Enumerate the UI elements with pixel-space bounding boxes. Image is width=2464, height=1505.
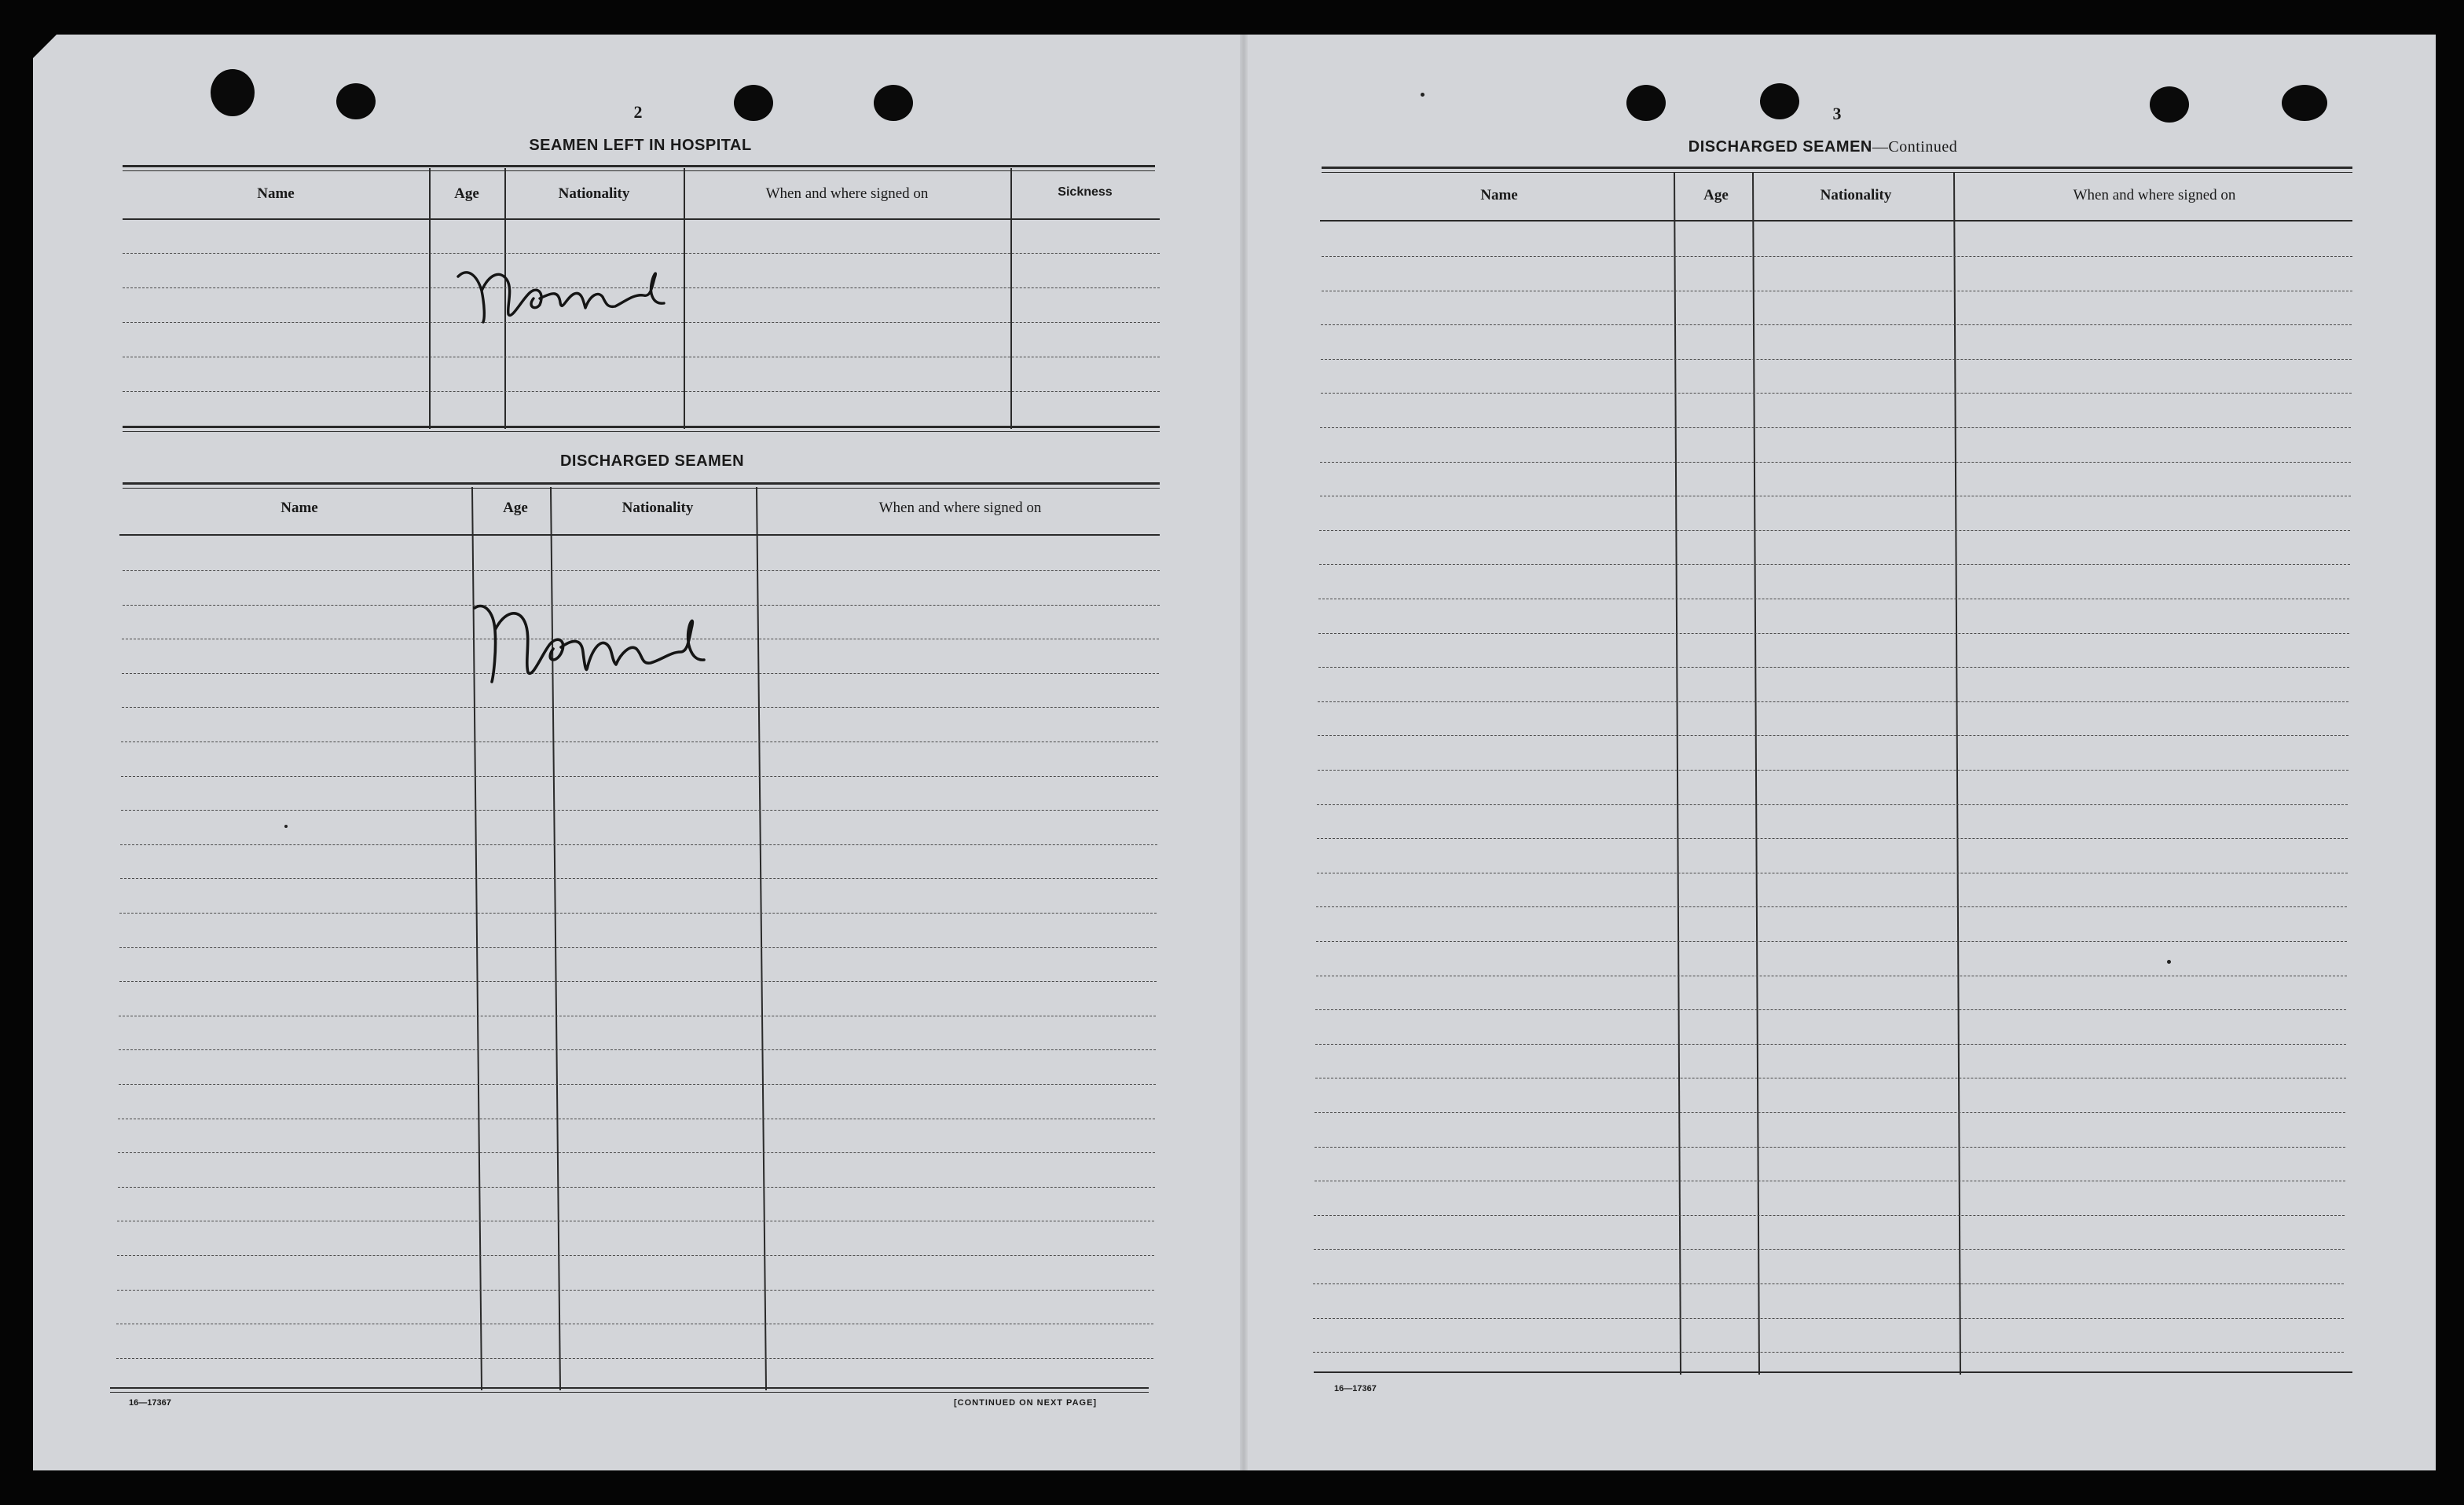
paper-speck	[2167, 960, 2171, 964]
row-line	[123, 570, 1160, 571]
row-line	[119, 913, 1157, 914]
punch-hole	[2150, 86, 2189, 123]
section-title: SEAMEN LEFT IN HOSPITAL	[529, 137, 752, 154]
column-divider	[429, 168, 431, 429]
punch-hole	[211, 69, 255, 116]
table-bottom-rule	[1314, 1371, 2352, 1373]
page-number: 3	[1832, 104, 1842, 123]
row-line	[1321, 359, 2352, 360]
handwritten-none	[452, 259, 672, 338]
form-number: 16—17367	[1334, 1384, 1377, 1393]
row-line	[116, 1358, 1153, 1359]
row-line	[1315, 1009, 2346, 1010]
punch-hole	[734, 85, 773, 121]
column-header: Age	[1703, 187, 1729, 203]
column-header: Age	[503, 500, 528, 516]
handwritten-none	[470, 597, 713, 691]
row-line	[1318, 667, 2349, 668]
table-bottom-rule	[110, 1392, 1149, 1393]
table-bottom-rule	[123, 426, 1160, 428]
column-divider	[1010, 168, 1012, 429]
row-line	[1317, 838, 2348, 839]
row-line	[1318, 770, 2348, 771]
row-line	[1317, 804, 2348, 805]
column-header: Name	[280, 500, 318, 516]
paper-speck	[1421, 93, 1424, 97]
header-underline	[1320, 220, 2352, 222]
row-line	[1313, 1352, 2344, 1353]
row-line	[119, 947, 1157, 948]
punch-hole	[874, 85, 913, 121]
row-line	[119, 981, 1157, 982]
column-header: When and where signed on	[878, 500, 1042, 516]
row-line	[1319, 564, 2350, 565]
row-line	[1321, 393, 2352, 394]
row-line	[120, 844, 1157, 845]
continued-note: [CONTINUED ON NEXT PAGE]	[954, 1398, 1098, 1408]
row-line	[1318, 701, 2348, 702]
section-title-main: DISCHARGED SEAMEN	[1688, 138, 1872, 156]
page-number: 2	[633, 102, 643, 122]
row-line	[117, 1255, 1154, 1256]
table-bottom-rule	[110, 1387, 1149, 1389]
section-title-continued: —Continued	[1872, 138, 1958, 156]
row-line	[118, 1187, 1155, 1188]
row-line	[1314, 1112, 2345, 1113]
row-line	[1322, 256, 2352, 257]
section-title	[1587, 138, 2059, 156]
paper-speck	[284, 825, 288, 828]
column-header: When and where signed on	[2073, 187, 2236, 203]
row-line	[122, 707, 1159, 708]
column-header: When and where signed on	[765, 185, 929, 202]
row-line	[120, 878, 1157, 879]
header-underline	[119, 534, 1160, 536]
row-line	[123, 391, 1160, 392]
column-header: Name	[1480, 187, 1518, 203]
punch-hole	[2282, 85, 2327, 121]
row-line	[1314, 1249, 2345, 1250]
table-top-rule	[123, 165, 1155, 167]
row-line	[1320, 462, 2351, 463]
row-line	[117, 1290, 1154, 1291]
row-line	[1313, 1283, 2344, 1284]
row-line	[1321, 324, 2352, 325]
column-header: Nationality	[558, 185, 630, 202]
table-top-rule	[1322, 167, 2352, 169]
row-line	[1314, 1147, 2345, 1148]
form-number: 16—17367	[129, 1398, 171, 1408]
table-top-rule	[123, 482, 1160, 485]
column-header: Sickness	[1058, 185, 1113, 199]
column-divider	[684, 168, 685, 429]
row-line	[1313, 1318, 2344, 1319]
row-line	[1316, 941, 2347, 942]
column-header: Nationality	[622, 500, 694, 516]
row-line	[121, 776, 1158, 777]
row-line	[1314, 1215, 2345, 1216]
header-underline	[123, 218, 1160, 220]
row-line	[119, 1049, 1156, 1050]
row-line	[1319, 530, 2350, 531]
row-line	[1316, 906, 2347, 907]
punch-hole	[1760, 83, 1799, 119]
column-header: Age	[454, 185, 479, 202]
row-line	[1320, 427, 2351, 428]
row-line	[1318, 735, 2348, 736]
punch-hole	[1626, 85, 1666, 121]
column-header: Nationality	[1820, 187, 1892, 203]
row-line	[1315, 1044, 2346, 1045]
section-title: DISCHARGED SEAMEN	[559, 452, 745, 470]
row-line	[118, 1152, 1155, 1153]
punch-hole	[336, 83, 376, 119]
column-header: Name	[257, 185, 295, 202]
row-line	[1318, 633, 2349, 634]
row-line	[119, 1084, 1156, 1085]
row-line	[123, 253, 1160, 254]
page-fold	[1240, 35, 1248, 1470]
row-line	[121, 810, 1158, 811]
